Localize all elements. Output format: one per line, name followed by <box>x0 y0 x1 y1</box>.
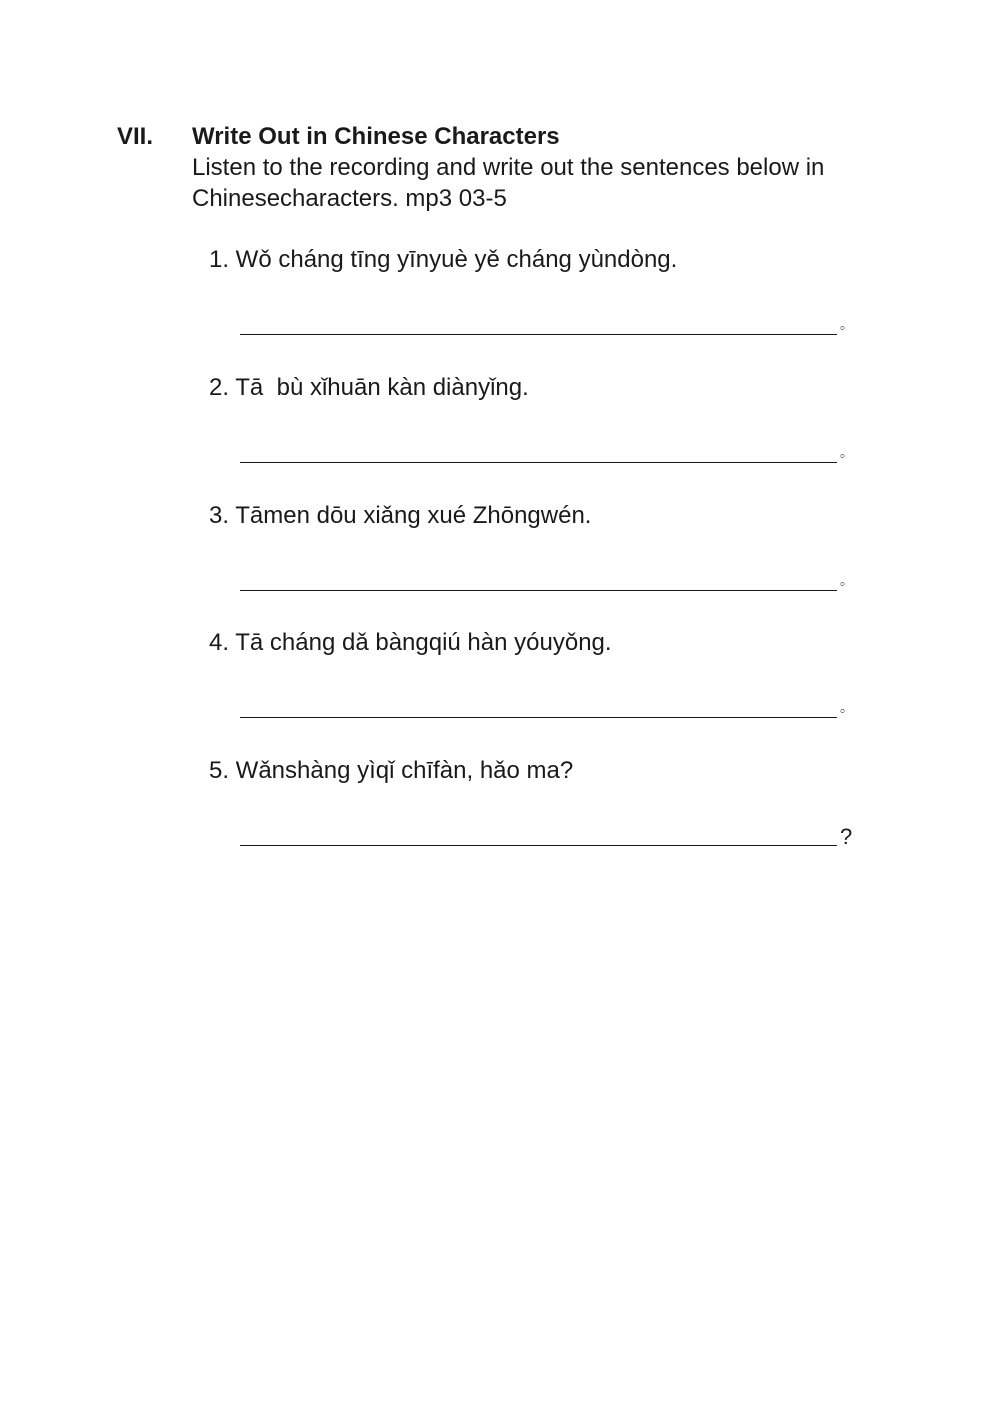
question-item <box>209 756 909 849</box>
section-header <box>192 122 912 214</box>
question-prompt: 3. Tāmen dōu xiǎng xué Zhōngwén. <box>209 502 592 529</box>
question-prompt: 2. Tā bù xǐhuān kàn diànyǐng. <box>209 374 529 401</box>
question-prompt: 4. Tā cháng dǎ bàngqiú hàn yóuyǒng. <box>209 629 612 656</box>
question-prompt: 1. Wǒ cháng tīng yīnyuè yě cháng yùndòng. <box>209 246 678 273</box>
question-item <box>209 245 909 332</box>
instructions: Listen to the recording and write out the sentences below in Chinesecharacters. mp3 03-5 <box>192 154 825 212</box>
question-prompt: 5. Wǎnshàng yìqǐ chīfàn, hǎo ma? <box>209 757 574 784</box>
end-punctuation: 。 <box>840 316 854 332</box>
answer-row <box>240 816 853 849</box>
answer-field-3[interactable] <box>240 567 837 591</box>
answer-field-1[interactable] <box>240 311 837 335</box>
answer-field-2[interactable] <box>240 439 837 463</box>
end-punctuation: ? <box>840 824 853 849</box>
question-item <box>209 373 909 460</box>
answer-field-4[interactable] <box>240 694 837 718</box>
answer-row <box>240 561 854 591</box>
question-item <box>209 501 909 588</box>
section-number: VII. <box>117 123 154 150</box>
end-punctuation: 。 <box>840 572 854 588</box>
answer-row <box>240 305 854 335</box>
section-title: Write Out in Chinese Characters <box>192 123 560 150</box>
answer-row <box>240 433 854 463</box>
end-punctuation: 。 <box>840 699 854 715</box>
question-item <box>209 628 909 715</box>
answer-field-5[interactable] <box>240 822 837 846</box>
end-punctuation: 。 <box>840 444 854 460</box>
answer-row <box>240 688 854 718</box>
